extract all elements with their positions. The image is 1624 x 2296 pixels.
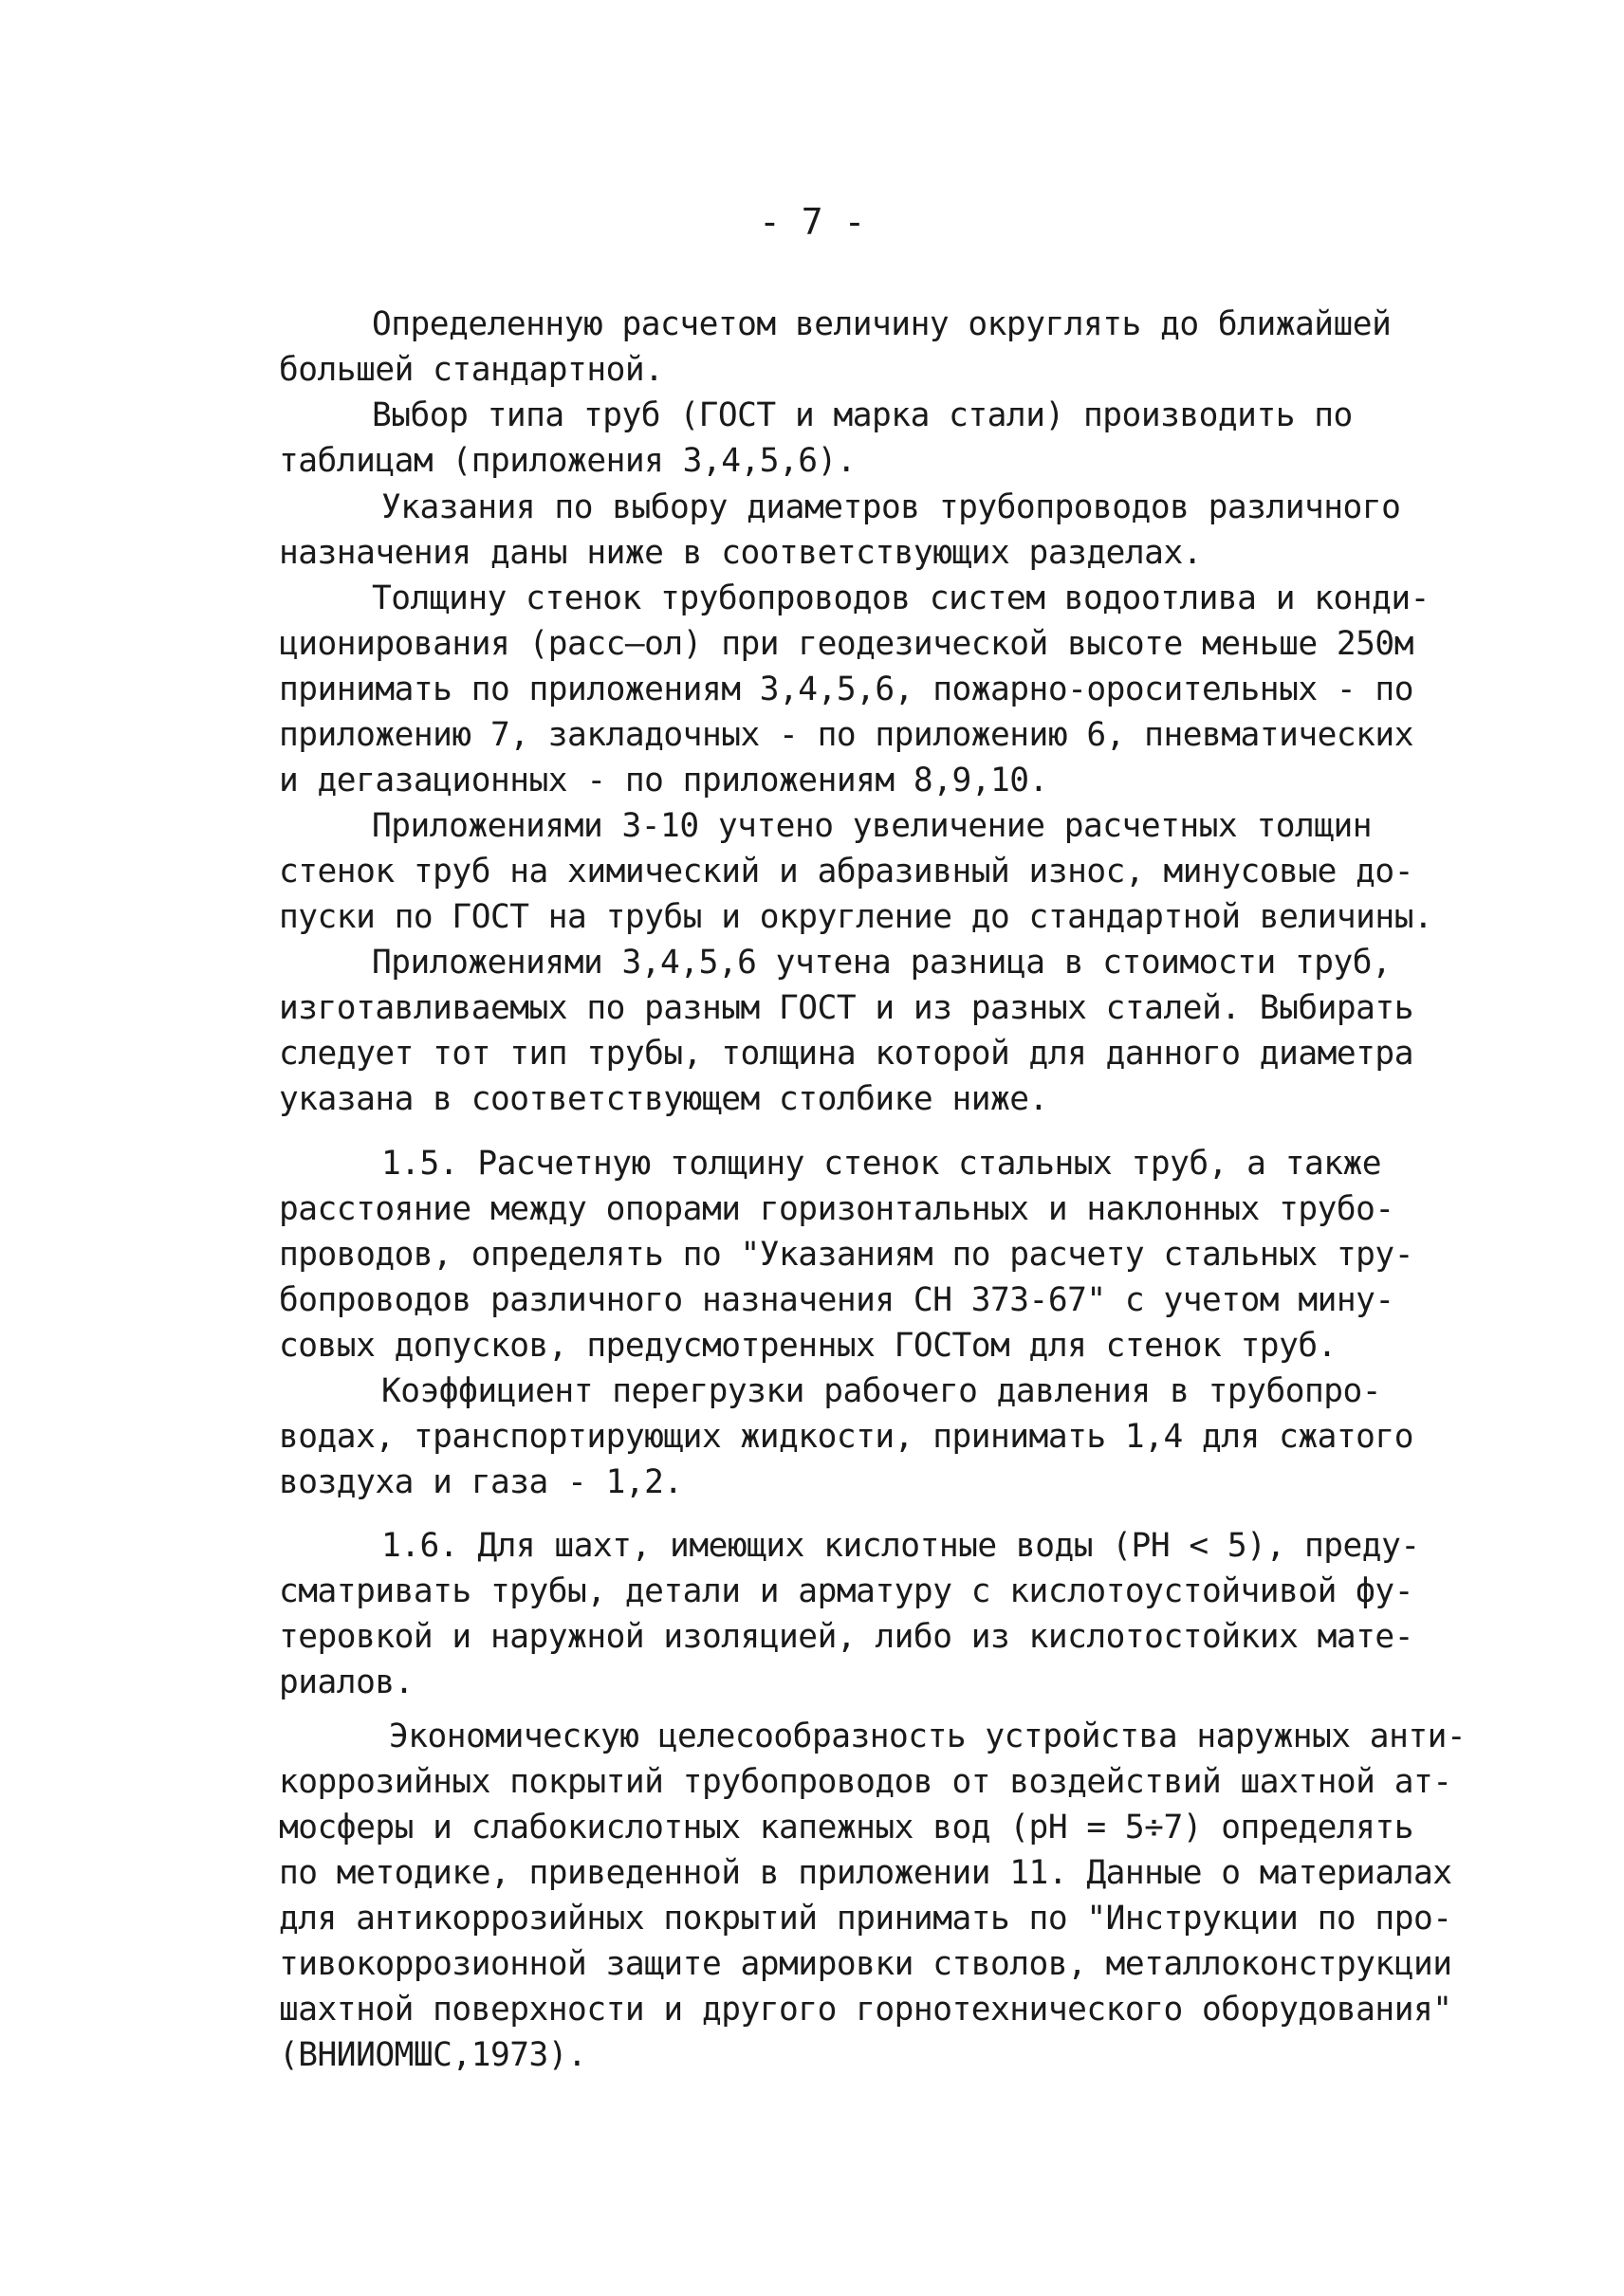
- text-line: (ВНИИОМШС,1973).: [279, 2036, 587, 2074]
- text-line: расстояние между опорами горизонтальных и наклонных трубо-: [279, 1190, 1394, 1228]
- text-line: большей стандартной.: [279, 351, 664, 389]
- text-line: теровкой и наружной изоляцией, либо из кислотостойких мате-: [279, 1618, 1413, 1656]
- text-line: и дегазационных - по приложениям 8,9,10.: [279, 762, 1048, 799]
- text-line: Определенную расчетом величину округлять до ближайшей: [372, 305, 1392, 343]
- text-line: приложению 7, закладочных - по приложению 6, пневматических: [279, 716, 1413, 754]
- text-line: сматривать трубы, детали и арматуру с кислотоустойчивой фу-: [279, 1572, 1413, 1610]
- text-line: риалов.: [279, 1663, 414, 1701]
- text-line: по методике, приведенной в приложении 11. Данные о материалах: [279, 1854, 1452, 1892]
- text-line: Коэффициент перегрузки рабочего давления в трубопро-: [381, 1372, 1382, 1410]
- text-line: принимать по приложениям 3,4,5,6, пожарно-оросительных - по: [279, 670, 1413, 708]
- text-line: для антикоррозийных покрытий принимать по "Инструкции по про-: [279, 1900, 1452, 1938]
- text-line: Толщину стенок трубопроводов систем водоотлива и конди-: [372, 579, 1430, 617]
- text-line: тивокоррозионной защите армировки стволов, металлоконструкции: [279, 1945, 1452, 1983]
- text-line: 1.5. Расчетную толщину стенок стальных труб, а также: [381, 1145, 1382, 1183]
- text-line: Выбор типа труб (ГОСТ и марка стали) производить по: [372, 396, 1353, 434]
- text-line: пуски по ГОСТ на трубы и округление до стандартной величины.: [279, 898, 1433, 936]
- text-line: совых допусков, предусмотренных ГОСТом для стенок труб.: [279, 1327, 1337, 1365]
- text-line: мосферы и слабокислотных капежных вод (рН = 5÷7) определять: [279, 1809, 1413, 1846]
- text-line: стенок труб на химический и абразивный износ, минусовые до-: [279, 853, 1413, 891]
- text-line: следует тот тип трубы, толщина которой для данного диаметра: [279, 1035, 1413, 1073]
- text-line: проводов, определять по "Указаниям по расчету стальных тру-: [279, 1236, 1413, 1274]
- text-line: назначения даны ниже в соответствующих разделах.: [279, 534, 1202, 572]
- text-line: таблицам (приложения 3,4,5,6).: [279, 442, 857, 480]
- page-number: - 7 -: [759, 201, 865, 243]
- text-line: Указания по выбору диаметров трубопроводов различного: [381, 488, 1401, 526]
- text-line: шахтной поверхности и другого горнотехнического оборудования": [279, 1991, 1452, 2029]
- text-line: Экономическую целесообразность устройства наружных анти-: [389, 1717, 1467, 1755]
- text-line: указана в соответствующем столбике ниже.: [279, 1080, 1048, 1118]
- text-line: 1.6. Для шахт, имеющих кислотные воды (РН < 5), преду-: [381, 1527, 1420, 1565]
- text-line: водах, транспортирующих жидкости, принимать 1,4 для сжатого: [279, 1418, 1413, 1456]
- text-line: коррозийных покрытий трубопроводов от воздействий шахтной ат-: [279, 1763, 1452, 1801]
- text-line: воздуха и газа - 1,2.: [279, 1463, 683, 1501]
- text-line: изготавливаемых по разным ГОСТ и из разных сталей. Выбирать: [279, 989, 1413, 1027]
- text-line: бопроводов различного назначения СН 373-67" с учетом мину-: [279, 1281, 1394, 1319]
- text-line: Приложениями 3-10 учтено увеличение расчетных толщин: [372, 807, 1373, 845]
- text-line: ционирования (расс–ол) при геодезической высоте меньше 250м: [279, 625, 1413, 663]
- text-line: Приложениями 3,4,5,6 учтена разница в стоимости труб,: [372, 944, 1392, 982]
